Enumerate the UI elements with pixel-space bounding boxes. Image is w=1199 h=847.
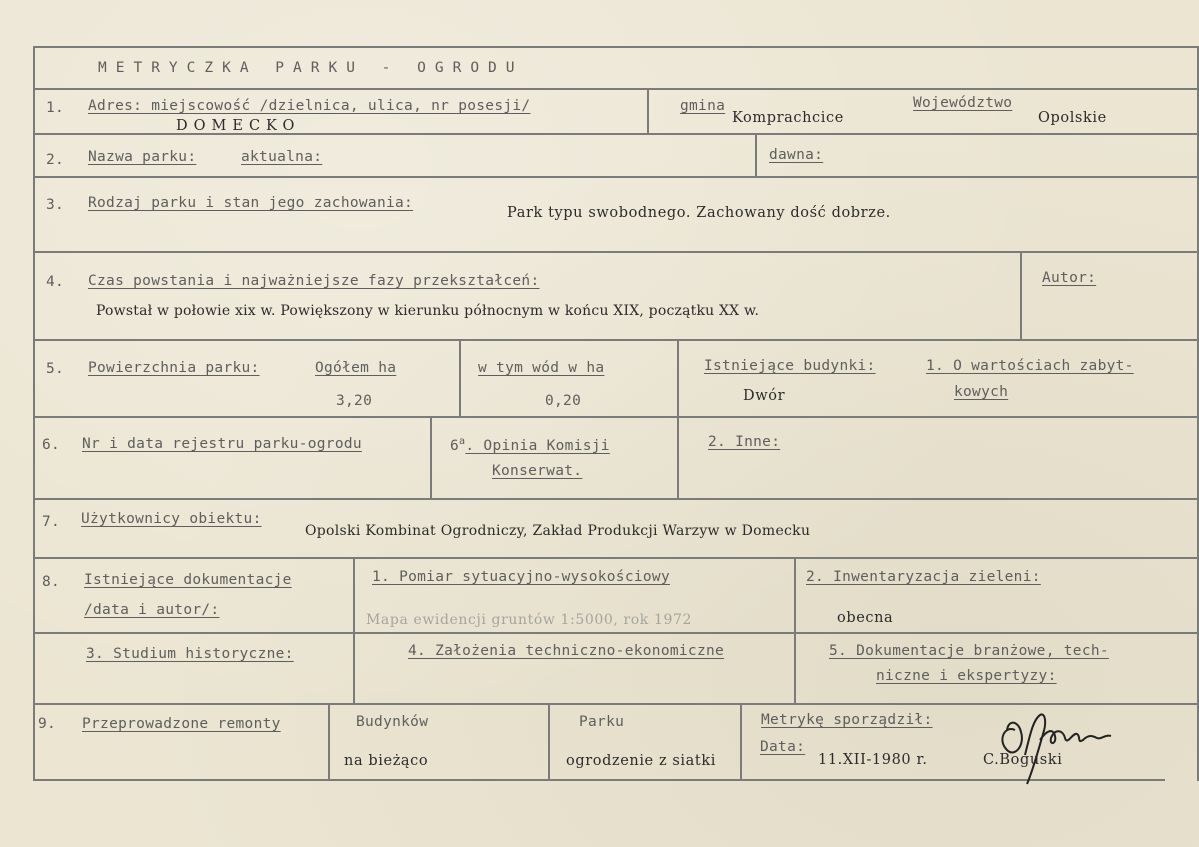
rule-row8-mid: [33, 632, 1199, 634]
former-name-label: dawna:: [769, 147, 824, 163]
rule-row5-a: [459, 339, 461, 417]
gmina-value: Komprachcice: [732, 110, 844, 126]
history-value: Powstał w połowie xix w. Powiększony w kierunku północnym w końcu XIX, początku XX w.: [96, 303, 760, 319]
registry-label: Nr i data rejestru parku-ogrodu: [82, 436, 362, 452]
branch-docs-label-line1: 5. Dokumentacje branżowe, tech-: [829, 643, 1109, 659]
row7-number: 7.: [42, 514, 61, 530]
rule-row1-gmina: [647, 88, 649, 134]
heritage-label-line1: 1. O wartościach zabyt-: [926, 358, 1134, 374]
repairs-park-value: ogrodzenie z siatki: [566, 753, 716, 769]
rule-after-row7: [33, 557, 1199, 559]
row6-number: 6.: [42, 437, 61, 453]
rule-after-row2: [33, 176, 1199, 178]
row2-number: 2.: [46, 152, 65, 168]
rule-left-border: [33, 46, 35, 781]
repairs-label: Przeprowadzone remonty: [82, 716, 281, 732]
row3-number: 3.: [46, 197, 65, 213]
rule-after-row6: [33, 498, 1199, 500]
address-label: Adres: miejscowość /dzielnica, ulica, nr posesji/: [88, 98, 531, 114]
heritage-label-line2: kowych: [954, 384, 1009, 400]
rule-top: [33, 46, 1199, 48]
total-area-value: 3,20: [336, 393, 373, 409]
rule-after-title: [33, 88, 1199, 90]
opinion-label-line1: [450, 436, 610, 454]
rule-row6-a: [430, 416, 432, 499]
park-type-value: Park typu swobodnego. Zachowany dość dobrze.: [507, 205, 891, 221]
rule-row8-a: [353, 557, 355, 704]
rule-row9-a: [328, 703, 330, 780]
opinion-label-text: . Opinia Komisji: [465, 437, 610, 454]
history-label: Czas powstania i najważniejsze fazy przekształceń:: [88, 273, 540, 289]
inventory-label: 2. Inwentaryzacja zieleni:: [806, 569, 1041, 585]
repairs-buildings-label: Budynków: [356, 714, 429, 730]
heritage-value: Dwór: [743, 388, 786, 404]
users-label: Użytkownicy obiektu:: [81, 511, 262, 527]
opinion-superscript: a: [459, 436, 466, 447]
rule-row6-b: [677, 416, 679, 499]
opinion-number: 6: [450, 437, 460, 454]
rule-row5-b: [677, 339, 679, 417]
rule-after-row5: [33, 416, 1199, 418]
wojewodztwo-value: Opolskie: [1038, 110, 1107, 126]
gmina-label: gmina: [680, 98, 726, 114]
wojewodztwo-label: Województwo: [913, 95, 1013, 111]
rule-row9-b: [548, 703, 550, 780]
documentation-label-line2: /data i autor/:: [84, 602, 220, 618]
signature: [985, 700, 1135, 790]
date-label: Data:: [760, 739, 806, 755]
park-name-label: Nazwa parku:: [88, 149, 197, 165]
rule-after-row3: [33, 251, 1199, 253]
row8-number: 8.: [42, 574, 61, 590]
park-type-label: Rodzaj parku i stan jego zachowania:: [88, 195, 414, 211]
survey-value: Mapa ewidencji gruntów 1:5000, rok 1972: [366, 612, 692, 628]
address-value: DOMECKO: [176, 118, 301, 134]
opinion-label-line2: Konserwat.: [492, 463, 583, 479]
rule-row9-c: [740, 703, 742, 780]
current-name-label: aktualna:: [241, 149, 323, 165]
other-label: 2. Inne:: [708, 434, 781, 450]
rule-row8-b: [794, 557, 796, 704]
documentation-label-line1: Istniejące dokumentacje: [84, 572, 292, 588]
row5-number: 5.: [46, 361, 65, 377]
survey-label: 1. Pomiar sytuacyjno-wysokościowy: [372, 569, 670, 585]
inventory-value: obecna: [837, 610, 894, 626]
rule-row2-dawna: [755, 133, 757, 177]
water-area-label: w tym wód w ha: [478, 360, 605, 376]
row1-number: 1.: [46, 100, 65, 116]
row4-number: 4.: [46, 274, 65, 290]
row9-number: 9.: [38, 716, 57, 732]
prepared-by-label: Metrykę sporządził:: [761, 712, 933, 728]
form-title: METRYCZKA PARKU - OGRODU: [98, 60, 524, 76]
water-area-value: 0,20: [545, 393, 582, 409]
total-area-label: Ogółem ha: [315, 360, 397, 376]
repairs-buildings-value: na bieżąco: [344, 753, 429, 769]
repairs-park-label: Parku: [579, 714, 625, 730]
branch-docs-label-line2: niczne i ekspertyzy:: [876, 668, 1057, 684]
area-label: Powierzchnia parku:: [88, 360, 260, 376]
history-study-label: 3. Studium historyczne:: [86, 646, 294, 662]
users-value: Opolski Kombinat Ogrodniczy, Zakład Produkcji Warzyw w Domecku: [305, 523, 811, 539]
rule-row4-autor: [1020, 251, 1022, 340]
technical-label: 4. Założenia techniczno-ekonomiczne: [408, 643, 725, 659]
author-label: Autor:: [1042, 270, 1097, 286]
buildings-label: Istniejące budynki:: [704, 358, 876, 374]
author-value: C.Boguski: [983, 752, 1063, 768]
date-value: 11.XII-1980 r.: [818, 752, 928, 768]
rule-after-row4: [33, 339, 1199, 341]
